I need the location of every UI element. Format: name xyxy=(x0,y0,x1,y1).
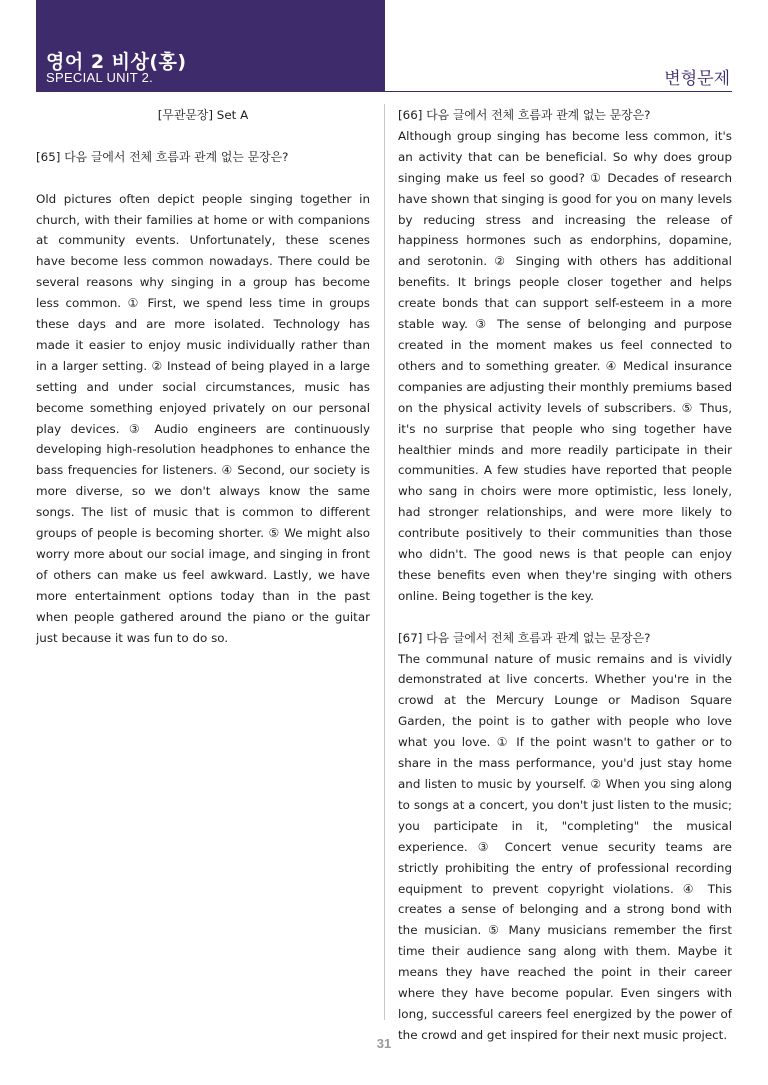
header-rule xyxy=(385,91,732,92)
spacer xyxy=(36,126,370,147)
page-number: 31 xyxy=(376,1036,392,1051)
column-divider xyxy=(384,104,385,1020)
header-banner xyxy=(36,0,385,92)
spacer xyxy=(398,607,732,628)
header-title: 영어 2 비상(홍) xyxy=(46,51,187,73)
right-column xyxy=(398,105,732,1046)
spacer xyxy=(36,168,370,189)
question-65-label: [65] 다음 글에서 전체 흐름과 관계 없는 문장은? xyxy=(36,149,289,164)
question-65-passage: Old pictures often depict people singing together in church, with their families at home or with companions at community events. Unfortunately, these scenes have become less common nowadays. There could be several reasons why singing in a group has become less common. ① First, we spend less time in groups these days and are more isolated. Technology has made it easier to enjoy music individually rather than in a larger setting. ② Instead of being played in a large setting and under social circumstances, music has become something enjoyed privately on our personal play devices. ③ Audio engineers are continuously developing high-resolution headphones to enhance the bass frequencies for listeners. ④ Second, our society is more diverse, so we don't always know the same songs. The list of music that is common to different groups of people is becoming shorter. ⑤ We might also worry more about our social image, and singing in front of others can make us feel awkward. Lastly, we have more entertainment options today than in the past when people gathered around the piano or the guitar just because it was fun to do so. xyxy=(36,191,370,645)
question-66-passage: Although group singing has become less common, it's an activity that can be beneficial. So why does group singing make us feel so good? ① Decades of research have shown that singing is good for you on many levels by reducing stress and increasing the release of happiness hormones such as endorphins, dopamine, and serotonin. ② Singing with others has additional benefits. It brings people closer together and helps create bonds that can support self-esteem in a more stable way. ③ The sense of belonging and purpose created in the moment makes us feel connected to others and to something greater. ④ Medical insurance companies are adjusting their monthly premiums based on the physical activity levels of subscribers. ⑤ Thus, it's no surprise that people who sing together have healthier minds and more readily participate in their communities. A few studies have reported that people who sang in choirs were more optimistic, less lonely, had stronger relationships, and were more likely to contribute positively to their communities than those who didn't. The good news is that people can enjoy these benefits even when they're singing with others online. Being together is the key. xyxy=(398,128,732,603)
page-label: 변형문제 xyxy=(664,69,730,89)
header-subtitle: SPECIAL UNIT 2. xyxy=(46,70,154,85)
set-title: [무관문장] Set A xyxy=(157,108,249,122)
left-column xyxy=(36,105,370,649)
question-67-passage: The communal nature of music remains and is vividly demonstrated at live concerts. Whether you're in the crowd at the Mercury Lounge or Madison Square Garden, the point is to gather with people who love what you love. ① If the point wasn't to gather or to share in the mass performance, you'd just stay home and listen to music by yourself. ② When you sing along to songs at a concert, you don't just listen to the music; you participate in it, "completing" the musical experience. ③ Concert venue security teams are strictly prohibiting the entry of professional recording equipment to prevent copyright violations. ④ This creates a sense of belonging and a strong bond with the musician. ⑤ Many musicians remember the first time their audience sang along with them. Maybe it means they have reached the point in their career where they have become popular. Even singers with long, successful careers feel energized by the power of the crowd and get inspired for their next music project. xyxy=(398,651,732,1042)
question-67-label: [67] 다음 글에서 전체 흐름과 관계 없는 문장은? xyxy=(398,630,651,645)
question-66-label: [66] 다음 글에서 전체 흐름과 관계 없는 문장은? xyxy=(398,108,651,122)
